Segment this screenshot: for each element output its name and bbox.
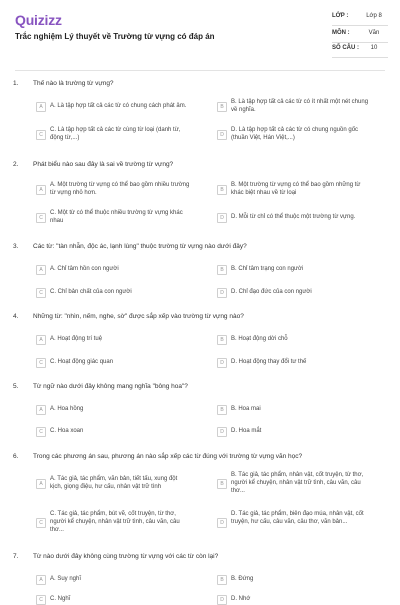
- meta-label: SỐ CÂU :: [332, 45, 359, 51]
- option-marker: C: [36, 358, 46, 368]
- question-text: Các từ: "tàn nhẫn, độc ác, lạnh lùng" thuộc trường từ vựng nào dưới đây?: [33, 243, 247, 250]
- option-text: B. Tác giả, tác phẩm, nhân vật, cốt truyện, từ thơ, người kể chuyện, nhân vật trữ tình, câu văn, câu thơ...: [231, 472, 364, 494]
- option-text: C. Hoạt động giác quan: [50, 359, 114, 365]
- page-title: Trắc nghiệm Lý thuyết về Trường từ vựng có đáp án: [15, 32, 215, 41]
- option-marker: C: [36, 518, 46, 528]
- option-text: A. Suy nghĩ: [50, 576, 82, 582]
- question-text: Phát biểu nào sau đây là sai về trường từ vựng?: [33, 161, 174, 168]
- option-text: C. Là tập hợp tất cả các từ cùng từ loại (danh từ, động từ,...): [50, 127, 181, 141]
- question-number: 4.: [13, 313, 19, 320]
- option-marker: C: [36, 288, 46, 298]
- option-marker: B: [217, 185, 227, 195]
- option-text: C. Chỉ bản chất của con người: [50, 289, 132, 295]
- option-text: B. Hoạt động dời chỗ: [231, 336, 288, 342]
- question-number: 2.: [13, 161, 19, 168]
- option-marker: D: [217, 288, 227, 298]
- option-marker: D: [217, 595, 227, 605]
- option-marker: A: [36, 405, 46, 415]
- option-marker: B: [217, 479, 227, 489]
- option-text: C. Tác giả, tác phẩm, bút vẽ, cốt truyện, từ thơ, người kể chuyện, nhân vật trữ tình, câu văn, câu thơ...: [50, 511, 180, 533]
- option-marker: B: [217, 265, 227, 275]
- divider: [332, 57, 388, 58]
- option-marker: A: [36, 335, 46, 345]
- option-text: D. Mỗi từ chỉ có thể thuộc một trường từ vựng.: [231, 214, 356, 220]
- option-text: D. Hoạt động thay đổi tư thế: [231, 359, 307, 365]
- option-text: D. Hoa mắt: [231, 428, 262, 434]
- option-marker: B: [217, 405, 227, 415]
- option-marker: A: [36, 185, 46, 195]
- divider: [332, 25, 388, 26]
- question-number: 6.: [13, 453, 19, 460]
- option-marker: C: [36, 595, 46, 605]
- option-text: A. Một trường từ vựng có thể bao gồm nhiều trường từ vựng nhỏ hơn.: [50, 182, 190, 196]
- option-marker: B: [217, 102, 227, 112]
- option-text: A. Hoạt động trí tuệ: [50, 336, 103, 342]
- meta-label: MÔN :: [332, 30, 350, 36]
- meta-value: Lớp 8: [366, 13, 382, 19]
- question-text: Thế nào là trường từ vựng?: [33, 80, 114, 87]
- option-text: A. Chỉ tâm hồn con người: [50, 266, 119, 272]
- option-text: B. Là tập hợp tất cả các từ có ít nhất một nét chung về nghĩa.: [231, 99, 369, 113]
- option-marker: B: [217, 575, 227, 585]
- option-text: A. Là tập hợp tất cả các từ có chung cách phát âm.: [50, 103, 187, 109]
- meta-value: Văn: [368, 30, 380, 36]
- option-marker: C: [36, 427, 46, 437]
- option-marker: C: [36, 213, 46, 223]
- option-text: D. Chỉ đạo đức của con người: [231, 289, 312, 295]
- option-text: C. Hoa xoan: [50, 428, 84, 434]
- option-text: B. Một trường từ vựng có thể bao gồm những từ khác biệt nhau về từ loại: [231, 182, 361, 196]
- quizizz-logo: Quizizz: [15, 12, 62, 28]
- option-marker: D: [217, 130, 227, 140]
- option-marker: D: [217, 518, 227, 528]
- header-divider: [15, 70, 385, 71]
- option-marker: A: [36, 575, 46, 585]
- option-marker: C: [36, 130, 46, 140]
- question-text: Từ ngữ nào dưới đây không mang nghĩa "bông hoa"?: [33, 383, 188, 390]
- question-text: Những từ: "nhìn, nếm, nghe, sờ" được sắp xếp vào trường từ vựng nào?: [33, 313, 244, 320]
- option-text: C. Nghĩ: [50, 596, 71, 602]
- option-text: B. Chỉ tâm trạng con người: [231, 266, 304, 272]
- divider: [332, 42, 388, 43]
- option-text: B. Đứng: [231, 576, 254, 582]
- question-text: Trong các phương án sau, phương án nào sắp xếp các từ đúng với trường từ vựng văn học?: [33, 453, 303, 460]
- question-number: 7.: [13, 553, 19, 560]
- option-text: D. Tác giả, tác phẩm, biên đạo múa, nhân vật, cốt truyện, hư cấu, câu văn, câu thơ, văn bản...: [231, 511, 364, 525]
- option-text: D. Là tập hợp tất cả các từ có chung nguồn gốc (thuần Việt, Hán Việt,...): [231, 127, 359, 141]
- option-text: C. Một từ có thể thuộc nhiều trường từ vựng khác nhau: [50, 210, 183, 224]
- question-text: Từ nào dưới đây không cùng trường từ vựng với các từ còn lại?: [33, 553, 219, 560]
- meta-label: LỚP :: [332, 13, 349, 19]
- option-marker: D: [217, 427, 227, 437]
- option-text: A. Tác giả, tác phẩm, văn bản, tiết tấu, xung đột kịch, giọng điệu, hư cấu, nhân vật trữ tình: [50, 476, 178, 490]
- option-text: D. Nhớ: [231, 596, 251, 602]
- option-marker: B: [217, 335, 227, 345]
- option-marker: D: [217, 358, 227, 368]
- option-text: A. Hoa hồng: [50, 406, 84, 412]
- option-marker: D: [217, 213, 227, 223]
- option-marker: A: [36, 265, 46, 275]
- worksheet-header: [0, 0, 400, 70]
- question-number: 3.: [13, 243, 19, 250]
- meta-value: 10: [370, 45, 378, 51]
- option-marker: A: [36, 479, 46, 489]
- option-text: B. Hoa mai: [231, 406, 261, 412]
- option-marker: A: [36, 102, 46, 112]
- question-number: 5.: [13, 383, 19, 390]
- question-number: 1.: [13, 80, 19, 87]
